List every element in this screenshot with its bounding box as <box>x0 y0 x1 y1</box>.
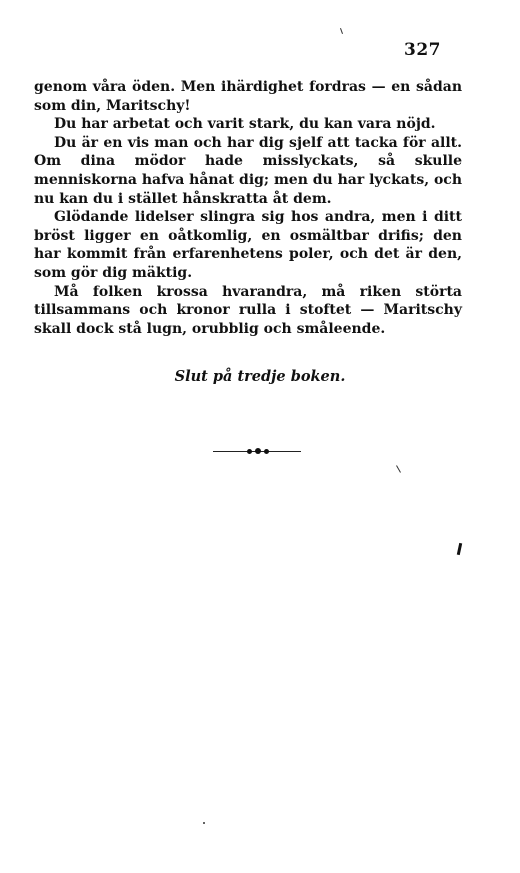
paper-speck <box>340 28 343 34</box>
divider-dot <box>264 449 269 454</box>
end-of-book-line: Slut på tredje boken. <box>174 368 346 385</box>
divider-dot <box>255 448 261 454</box>
divider-dot <box>247 449 252 454</box>
paragraph-4: Glödande lidelser slingra sig hos andra, men i ditt bröst ligger en oåtkomlig, en osmältbar drifis; den har kommit från erfarenhetens poler, och det är den, som gör dig mäktig. <box>34 209 462 281</box>
paragraph-5: Må folken krossa hvarandra, må riken störta tillsammans och kronor rulla i stoftet — Maritschy skall dock stå lugn, orubblig och småleende. <box>34 283 462 337</box>
paper-speck <box>396 465 401 472</box>
body-text <box>34 78 462 338</box>
ornamental-divider <box>213 450 301 454</box>
ink-mark <box>457 543 462 555</box>
paragraph-1: genom våra öden. Men ihärdighet fordras — en sådan som din, Maritschy! <box>34 79 462 114</box>
paragraph-2: Du har arbetat och varit stark, du kan vara nöjd. <box>54 116 436 133</box>
paragraph-3: Du är en vis man och har dig sjelf att tacka för allt. Om dina mödor hade misslyckats, så skulle menniskorna hafva hånat dig; men du har lyckats, och nu kan du i stället hånskratta åt dem. <box>34 134 462 207</box>
page-number: 327 <box>404 40 441 60</box>
paper-speck <box>203 822 205 824</box>
